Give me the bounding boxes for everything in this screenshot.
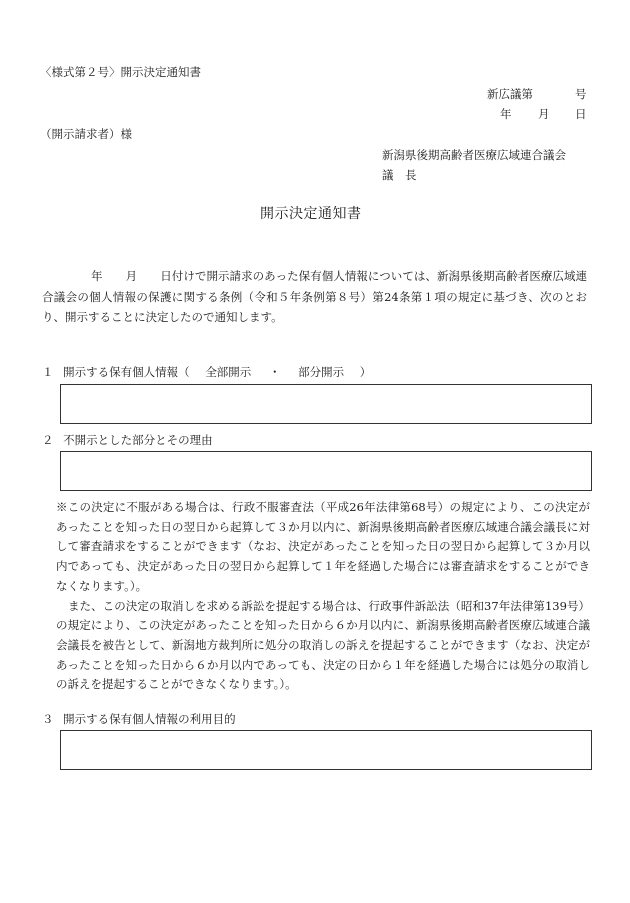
- appeal-notes: [56, 498, 590, 695]
- section1-close: ）: [359, 365, 372, 379]
- issuer-org: 新潟県後期高齢者医療広域連合議会: [382, 148, 566, 162]
- option-full-disclosure: 全部開示: [205, 365, 252, 379]
- addressee: （開示請求者）様: [40, 127, 132, 141]
- section2-label: 不開示とした部分とその理由: [63, 433, 213, 447]
- section2-heading: [42, 434, 213, 448]
- section2-box: [60, 451, 592, 491]
- note-lawsuit: また、この決定の取消しを求める訴訟を提起する場合は、行政事件訴訟法（昭和37年法律第139号）の規定により、この決定があったことを知った日から６か月以内に、新潟県後期高齢者医療広域連合議会議長を被告として、新潟地方裁判所に処分の取消しの訴えを提起することができます（なお、決定があったことを知った日から６か月以内であっても、決定の日から１年を経過した場合には処分の取消しの訴えを提起することができなくなります。）。: [56, 598, 590, 692]
- section1-box: [60, 384, 592, 424]
- option-separator: ・: [268, 365, 281, 379]
- section3-number: ３: [42, 712, 54, 726]
- issuer-title: 議 長: [382, 168, 417, 182]
- date-year: 年: [500, 107, 512, 121]
- section1-label: 開示する保有個人情報（: [63, 365, 190, 379]
- doc-number-suffix: 号: [575, 87, 587, 101]
- intro-paragraph: 年 月 日付けで開示請求のあった保有個人情報については、新潟県後期高齢者医療広域連合議会の個人情報の保護に関する条例（令和５年条例第８号）第24条第１項の規定に基づき、次のとおり、開示することに決定したので通知します。: [42, 269, 587, 324]
- section1-number: １: [42, 365, 54, 379]
- section3-label: 開示する保有個人情報の利用目的: [63, 712, 236, 726]
- doc-number-prefix: 新広議第: [487, 87, 533, 101]
- document-title: 開示決定通知書: [260, 206, 362, 222]
- note-administrative-appeal: ※この決定に不服がある場合は、行政不服審査法（平成26年法律第68号）の規定により、この決定があったことを知った日の翌日から起算して３か月以内に、新潟県後期高齢者医療広域連合議会議長に対して審査請求をすることができます（なお、決定があったことを知った日の翌日から起算して３か月以内であっても、決定があった日の翌日から起算して１年を経過した場合には審査請求をすることができなくなります。）。: [56, 500, 590, 593]
- section3-heading: [42, 713, 236, 727]
- section1-heading: [42, 366, 371, 380]
- section3-box: [60, 730, 592, 770]
- option-partial-disclosure: 部分開示: [298, 365, 345, 379]
- date-day: 日: [575, 107, 587, 121]
- form-label: 〈様式第２号〉開示決定通知書: [40, 65, 201, 79]
- section2-number: ２: [42, 433, 54, 447]
- date-month: 月: [538, 107, 550, 121]
